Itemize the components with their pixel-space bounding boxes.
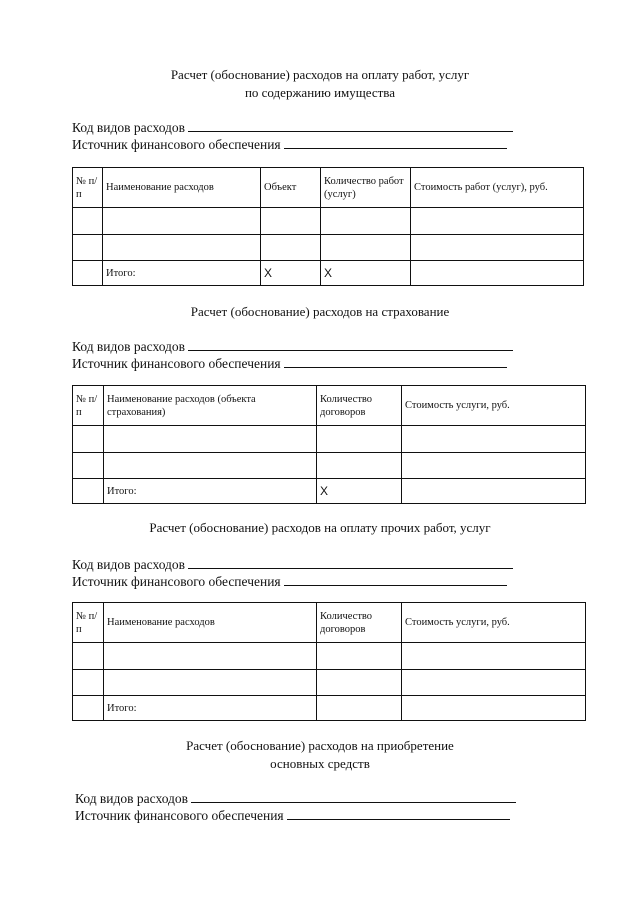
section2-code-field[interactable] — [72, 338, 513, 355]
section4-title-line1: Расчет (обоснование) расходов на приобретение — [186, 738, 454, 753]
table-cell[interactable] — [103, 235, 261, 261]
section1-table — [72, 167, 584, 286]
table-cell[interactable] — [402, 453, 586, 479]
table-header-row — [73, 168, 584, 208]
table-cell[interactable] — [411, 235, 584, 261]
table-header-row — [73, 386, 586, 426]
section2-title: Расчет (обоснование) расходов на страхование — [190, 304, 450, 319]
header-cell-name: Наименование расходов — [104, 603, 317, 643]
section2-table — [72, 385, 586, 504]
section1-source-field[interactable] — [72, 136, 507, 153]
table-row — [73, 670, 586, 696]
total-object-x: X — [261, 261, 321, 286]
section3-source-field[interactable] — [72, 573, 507, 590]
total-quantity-x: X — [321, 261, 411, 286]
section4-source-label: Источник финансового обеспечения — [75, 808, 284, 823]
section4-code-field[interactable] — [75, 790, 516, 807]
total-contracts-x: X — [317, 479, 402, 504]
table-cell[interactable] — [73, 670, 104, 696]
table-cell[interactable] — [402, 670, 586, 696]
table-cell[interactable] — [73, 453, 104, 479]
total-contracts-cell[interactable] — [317, 696, 402, 721]
total-cost-cell[interactable] — [402, 696, 586, 721]
header-cell-object: Объект — [261, 168, 321, 208]
table-cell[interactable] — [73, 696, 104, 721]
total-label: Итого: — [104, 479, 317, 504]
section3-code-field[interactable] — [72, 556, 513, 573]
table-cell[interactable] — [73, 426, 104, 453]
section1-title-line2: по содержанию имущества — [244, 85, 396, 100]
table-cell[interactable] — [402, 426, 586, 453]
section4-source-field[interactable] — [75, 807, 510, 824]
header-cell-name: Наименование расходов — [103, 168, 261, 208]
table-cell[interactable] — [317, 670, 402, 696]
section1-title-line1: Расчет (обоснование) расходов на оплату работ, услуг — [170, 67, 470, 82]
section3-title: Расчет (обоснование) расходов на оплату прочих работ, услуг — [149, 520, 491, 535]
section1-source-label: Источник финансового обеспечения — [72, 137, 281, 152]
section4-code-line[interactable] — [191, 790, 516, 803]
table-cell[interactable] — [321, 208, 411, 235]
table-row — [73, 643, 586, 670]
header-cell-contracts: Количество договоров — [317, 603, 402, 643]
table-cell[interactable] — [261, 235, 321, 261]
section2-source-label: Источник финансового обеспечения — [72, 356, 281, 371]
table-total-row — [73, 479, 586, 504]
table-cell[interactable] — [103, 208, 261, 235]
section2-code-label: Код видов расходов — [72, 339, 186, 354]
section1-code-label: Код видов расходов — [72, 120, 186, 135]
total-label: Итого: — [104, 696, 317, 721]
section4-title-line2: основных средств — [270, 756, 370, 771]
table-cell[interactable] — [73, 643, 104, 670]
table-total-row — [73, 696, 586, 721]
table-row — [73, 208, 584, 235]
table-row — [73, 235, 584, 261]
table-cell[interactable] — [411, 208, 584, 235]
table-cell[interactable] — [73, 208, 103, 235]
table-cell[interactable] — [104, 426, 317, 453]
header-cell-contracts: Количество договоров — [317, 386, 402, 426]
section4-code-label: Код видов расходов — [75, 791, 189, 806]
table-cell[interactable] — [104, 643, 317, 670]
table-total-row — [73, 261, 584, 286]
table-cell[interactable] — [104, 453, 317, 479]
header-cell-cost: Стоимость услуги, руб. — [402, 603, 586, 643]
table-row — [73, 426, 586, 453]
table-cell[interactable] — [73, 235, 103, 261]
table-cell[interactable] — [317, 643, 402, 670]
section3-code-line[interactable] — [188, 556, 513, 569]
header-cell-cost: Стоимость работ (услуг), руб. — [411, 168, 584, 208]
section4-source-line[interactable] — [287, 807, 510, 820]
table-cell[interactable] — [317, 453, 402, 479]
section1-code-line[interactable] — [188, 119, 513, 132]
header-cell-num: № п/п — [73, 386, 104, 426]
header-cell-name: Наименование расходов (объекта страхования) — [104, 386, 317, 426]
table-cell[interactable] — [261, 208, 321, 235]
section1-source-line[interactable] — [284, 136, 507, 149]
table-cell[interactable] — [73, 261, 103, 286]
table-row — [73, 453, 586, 479]
table-cell[interactable] — [104, 670, 317, 696]
table-cell[interactable] — [402, 643, 586, 670]
total-label: Итого: — [103, 261, 261, 286]
section3-code-label: Код видов расходов — [72, 557, 186, 572]
section1-code-field[interactable] — [72, 119, 513, 136]
section3-table — [72, 602, 586, 721]
table-header-row — [73, 603, 586, 643]
total-cost-cell[interactable] — [402, 479, 586, 504]
table-cell[interactable] — [321, 235, 411, 261]
section3-source-label: Источник финансового обеспечения — [72, 574, 281, 589]
header-cell-num: № п/п — [73, 603, 104, 643]
table-cell[interactable] — [73, 479, 104, 504]
header-cell-quantity: Количество работ (услуг) — [321, 168, 411, 208]
total-cost-cell[interactable] — [411, 261, 584, 286]
header-cell-num: № п/п — [73, 168, 103, 208]
section2-source-field[interactable] — [72, 355, 507, 372]
section3-source-line[interactable] — [284, 573, 507, 586]
section2-code-line[interactable] — [188, 338, 513, 351]
table-cell[interactable] — [317, 426, 402, 453]
section2-source-line[interactable] — [284, 355, 507, 368]
header-cell-cost: Стоимость услуги, руб. — [402, 386, 586, 426]
